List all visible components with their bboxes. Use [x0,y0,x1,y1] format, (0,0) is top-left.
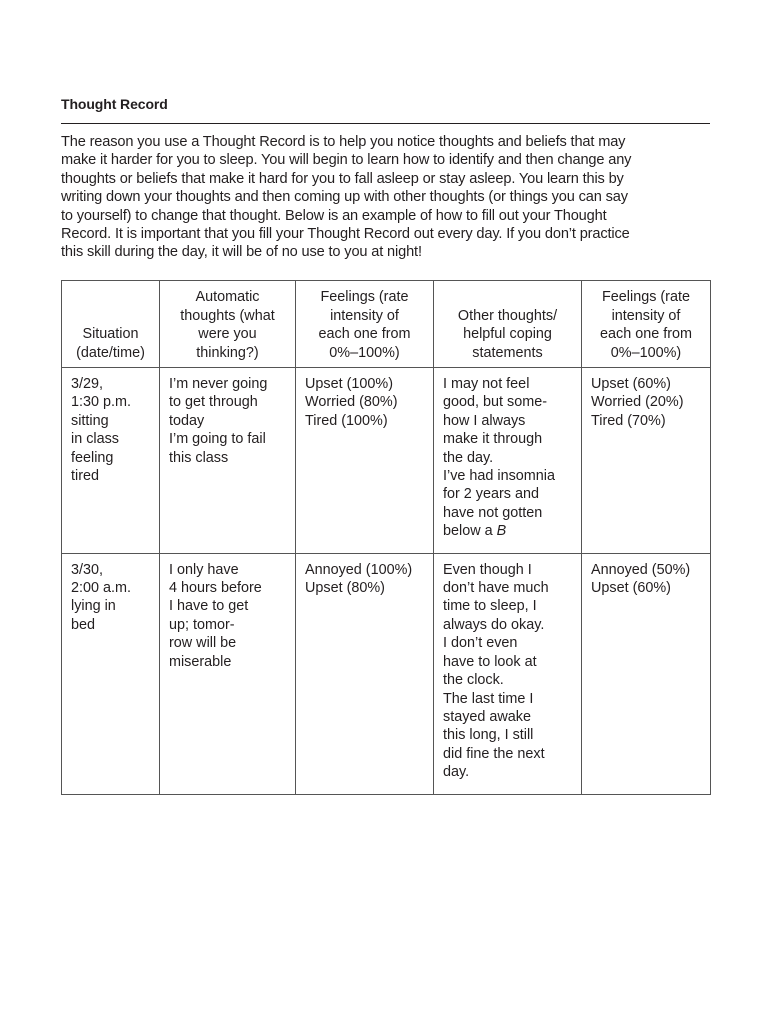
entry-line: this class [169,449,229,466]
cell-feelings [296,553,434,794]
entry-line: I only have [169,561,239,578]
entry-line: sitting [71,412,109,429]
entry-line: the clock. [443,672,504,689]
entry-line: I’ve had insomnia [443,468,555,485]
table-row [62,553,711,794]
entry-line: don’t have much [443,580,549,597]
entry-line: bed [71,616,96,633]
feeling-item: Upset (80%) [305,580,385,597]
entry-line: I’m never going [169,376,268,392]
entry-line: Even though I [443,561,532,578]
entry-line: make it through [443,431,543,448]
entry-line: to get through [169,394,258,411]
cell-situation [62,553,160,794]
intro-line: this skill during the day, it will be of no use to you at night! [61,244,422,261]
entry-line: 2:00 a.m. [71,580,131,597]
entry-line: feeling [71,449,114,466]
intro-line: to yourself) to change that thought. Below is an example of how to fill out your Thought [61,207,607,224]
entry [443,690,575,782]
entry-line: this long, I still [443,727,534,744]
thought-record-table [61,280,711,795]
header-other-thoughts: Other thoughts/ helpful coping statements [434,281,582,368]
entry-line: I have to get [169,598,249,615]
header-situation: Situation (date/time) [62,281,160,368]
feeling-item: Upset (60%) [591,376,671,392]
entry-line: row will be [169,635,237,652]
entry [169,430,289,467]
feeling-item: Upset (60%) [591,580,671,597]
thought-record-page [61,94,710,781]
entry-line: miserable [169,653,232,670]
feeling-item: Annoyed (50%) [591,561,691,578]
entry-line: in class [71,431,119,448]
entry-line: stayed awake [443,708,531,725]
entry [443,467,575,541]
entry [169,561,289,671]
cell-situation [62,368,160,554]
entry [443,561,575,690]
entry [71,561,153,635]
entry-line: today [169,412,205,429]
feeling-item: Worried (20%) [591,394,684,411]
header-feelings: Feelings (rate intensity of each one from 0%–100%) [296,281,434,368]
entry-line: lying in [71,598,116,615]
entry-line: for 2 years and [443,486,539,503]
entry-line: how I always [443,412,526,429]
feeling-item: Tired (70%) [591,412,666,429]
entry-line: time to sleep, I [443,598,537,615]
entry-line: 3/29, [71,376,104,392]
cell-automatic-thoughts [160,368,296,554]
entry-line: The last time I [443,690,534,707]
intro-line: make it harder for you to sleep. You will begin to learn how to identify and then change any [61,152,632,169]
entry-line: 4 hours before [169,580,262,597]
page-title: Thought Record [61,94,710,124]
entry-line: below a B [443,523,507,540]
entry-line: 3/30, [71,561,104,578]
entry-line: 1:30 p.m. [71,394,131,411]
header-automatic-thoughts: Automatic thoughts (what were you thinking?) [160,281,296,368]
feeling-item: Tired (100%) [305,412,388,429]
entry-line: did fine the next [443,745,545,762]
entry-line: have to look at [443,653,537,670]
intro-line: writing down your thoughts and then coming up with other thoughts (or things you can say [61,189,628,206]
cell-feelings-after [582,553,711,794]
entry-line: good, but some- [443,394,547,411]
entry [443,375,575,467]
intro-paragraph [61,133,710,262]
cell-other-thoughts [434,553,582,794]
entry-line: always do okay. [443,616,545,633]
table-header-row [62,281,711,368]
entry-line: day. [443,764,470,781]
entry [169,375,289,430]
intro-line: Record. It is important that you fill your Thought Record out every day. If you don’t practice [61,226,630,243]
entry-line: up; tomor- [169,616,235,633]
feeling-item: Worried (80%) [305,394,398,411]
entry-line: I may not feel [443,376,530,392]
entry-line: the day. [443,449,494,466]
feeling-item: Annoyed (100%) [305,561,413,578]
intro-line: The reason you use a Thought Record is to help you notice thoughts and beliefs that may [61,134,626,150]
intro-line: thoughts or beliefs that make it hard for you to fall asleep or stay asleep. You learn this by [61,170,624,187]
feeling-item: Upset (100%) [305,376,393,392]
table-body [62,368,711,795]
entry-line: I don’t even [443,635,518,652]
entry-line: tired [71,468,99,485]
cell-feelings-after [582,368,711,554]
entry-line: have not gotten [443,504,543,521]
entry [71,375,153,485]
header-feelings-after: Feelings (rate intensity of each one from 0%–100%) [582,281,711,368]
table-row [62,368,711,554]
entry-line: I’m going to fail [169,431,266,448]
cell-automatic-thoughts [160,553,296,794]
cell-feelings [296,368,434,554]
cell-other-thoughts [434,368,582,554]
